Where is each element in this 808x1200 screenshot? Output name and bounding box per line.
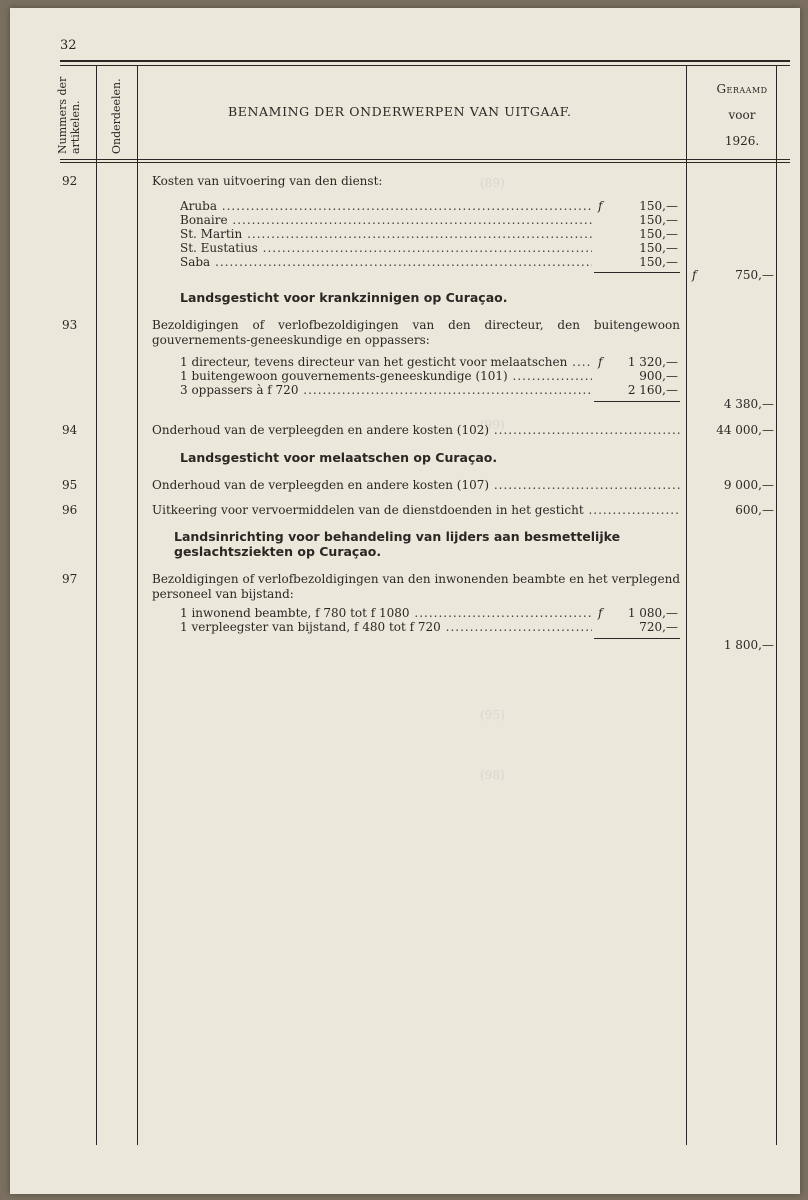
article-92-item-amount: 150,— xyxy=(639,199,678,213)
bleed-through: (98) xyxy=(480,768,505,782)
page-number: 32 xyxy=(60,38,77,53)
col-divider-3 xyxy=(686,65,687,1145)
article-93-title: Bezoldigingen of verlofbezoldigingen van den directeur, den buitengewoon gouvernements-geneeskundige en oppassers: xyxy=(152,318,680,347)
article-92-item-currency: f xyxy=(598,199,603,213)
bleed-through: (95) xyxy=(480,708,505,722)
article-92-item-amount: 150,— xyxy=(639,241,678,255)
article-97-item-label: 1 verpleegster van bijstand, f 480 tot f 720 ..... xyxy=(180,620,592,635)
section-heading-krankzinnigen: Landsgesticht voor krankzinnigen op Curaçao. xyxy=(180,290,508,305)
article-93-total: 4 380,— xyxy=(723,397,774,411)
col-divider-4 xyxy=(776,65,777,1145)
article-93-item-amount: 2 160,— xyxy=(627,383,678,397)
article-94-label: Onderhoud van de verpleegden en andere kosten (102) ..... xyxy=(152,423,680,438)
document-page xyxy=(10,8,800,1194)
article-95-total: 9 000,— xyxy=(723,478,774,492)
article-97-total: 1 800,— xyxy=(723,638,774,652)
header-estimate-1: Geraamd xyxy=(716,82,768,96)
article-97-title: Bezoldigingen of verlofbezoldigingen van den inwonenden beambte en het verplegend personeel van bijstand: xyxy=(152,572,680,601)
article-92-item-label: Saba ..... xyxy=(180,255,592,270)
col-divider-2 xyxy=(137,65,138,1145)
article-93-number: 93 xyxy=(62,318,78,332)
article-96-number: 96 xyxy=(62,503,78,517)
article-96-total: 600,— xyxy=(735,503,774,517)
article-97-item-label: 1 inwonend beambte, f 780 tot f 1080 ..... xyxy=(180,606,592,621)
article-92-item-amount: 150,— xyxy=(639,227,678,241)
col-divider-1 xyxy=(96,65,97,1145)
header-estimate-3: 1926. xyxy=(724,134,760,148)
article-94-number: 94 xyxy=(62,423,78,437)
article-92-item-amount: 150,— xyxy=(639,213,678,227)
article-92-number: 92 xyxy=(62,174,78,188)
article-95-number: 95 xyxy=(62,478,78,492)
header-subdivisions xyxy=(110,78,123,154)
header-subdivisions-text: Onderdeelen. xyxy=(110,78,123,154)
article-93-item-label: 1 directeur, tevens directeur van het gesticht voor melaatschen ..... xyxy=(180,355,592,370)
article-92-total: 750,— xyxy=(735,268,774,282)
article-93-subtotal-rule xyxy=(594,401,680,402)
article-93-item-label: 1 buitengewoon gouvernements-geneeskundige (101) ..... xyxy=(180,369,592,384)
article-97-item-amount: 720,— xyxy=(639,620,678,634)
article-95-label: Onderhoud van de verpleegden en andere kosten (107) ..... xyxy=(152,478,680,493)
header-rule-2 xyxy=(60,162,790,163)
header-rule xyxy=(60,159,790,160)
article-92-item-label: Bonaire ..... xyxy=(180,213,592,228)
article-93-item-currency: f xyxy=(598,355,603,369)
article-92-item-amount: 150,— xyxy=(639,255,678,269)
section-heading-melaatschen: Landsgesticht voor melaatschen op Curaçao. xyxy=(180,450,498,465)
article-96-label: Uitkeering voor vervoermiddelen van de dienstdoenden in het gesticht ..... xyxy=(152,503,680,518)
article-97-item-currency: f xyxy=(598,606,603,620)
bleed-through: (99) xyxy=(480,418,505,432)
article-93-item-label: 3 oppassers à f 720 ..... xyxy=(180,383,592,398)
header-title: BENAMING DER ONDERWERPEN VAN UITGAAF. xyxy=(228,104,572,119)
article-92-item-label: St. Martin ..... xyxy=(180,227,592,242)
header-estimate-2: voor xyxy=(728,108,756,122)
article-92-title: Kosten van uitvoering van den dienst: xyxy=(152,174,383,188)
header-article-numbers xyxy=(56,64,82,154)
header-article-numbers-text: Nummers der artikelen. xyxy=(56,76,82,154)
article-92-subtotal-rule xyxy=(594,272,680,273)
top-rule-thin xyxy=(60,65,790,66)
article-92-item-label: St. Eustatius ..... xyxy=(180,241,592,256)
article-92-total-currency: f xyxy=(692,268,697,282)
article-93-item-amount: 1 320,— xyxy=(627,355,678,369)
bleed-through: (89) xyxy=(480,176,505,190)
section-heading-besmettelijke: Landsinrichting voor behandeling van lijders aan besmettelijke geslachtsziekten op Curaçao. xyxy=(174,529,621,559)
article-97-item-amount: 1 080,— xyxy=(627,606,678,620)
article-93-item-amount: 900,— xyxy=(639,369,678,383)
top-rule xyxy=(60,60,790,62)
article-97-subtotal-rule xyxy=(594,638,680,639)
article-92-item-label: Aruba ..... xyxy=(180,199,592,214)
article-97-number: 97 xyxy=(62,572,78,586)
article-94-total: 44 000,— xyxy=(716,423,774,437)
